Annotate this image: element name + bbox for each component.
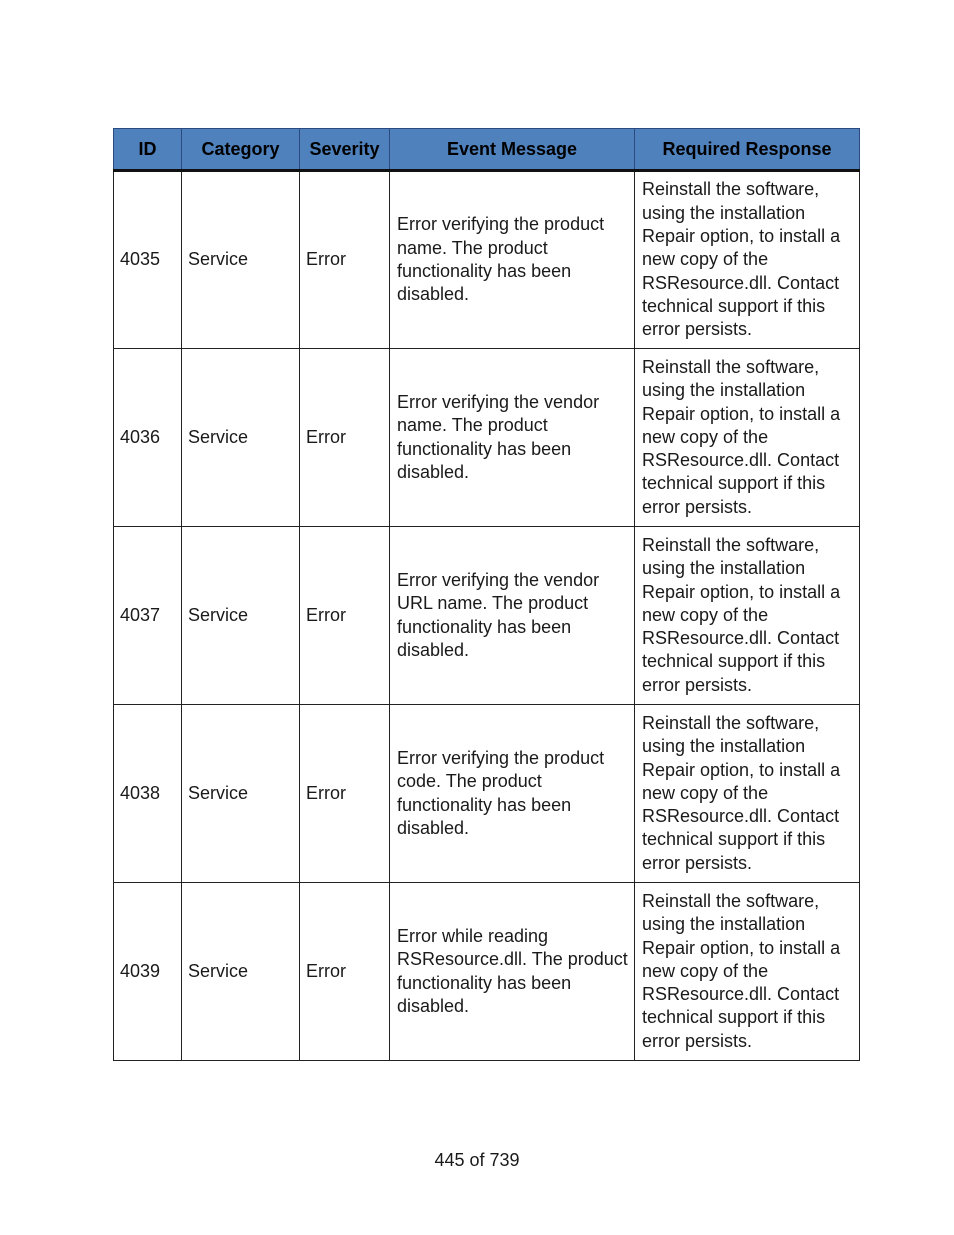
table-header [114, 129, 860, 171]
cell-severity: Error [300, 527, 390, 705]
cell-id: 4035 [114, 171, 182, 349]
cell-category: Service [182, 883, 300, 1061]
cell-category: Service [182, 171, 300, 349]
table-row [114, 883, 860, 1061]
table-row [114, 527, 860, 705]
cell-event-message: Error verifying the product code. The product functionality has been disabled. [390, 705, 635, 883]
cell-id: 4038 [114, 705, 182, 883]
cell-required-response: Reinstall the software, using the installation Repair option, to install a new copy of the RSResource.dll. Contact technical support if this error persists. [635, 883, 860, 1061]
event-table [113, 128, 860, 1061]
table-row [114, 171, 860, 349]
cell-required-response: Reinstall the software, using the installation Repair option, to install a new copy of the RSResource.dll. Contact technical support if this error persists. [635, 171, 860, 349]
table-row [114, 349, 860, 527]
header-severity: Severity [300, 129, 390, 171]
header-required-response: Required Response [635, 129, 860, 171]
header-row [114, 129, 860, 171]
cell-category: Service [182, 527, 300, 705]
cell-event-message: Error while reading RSResource.dll. The product functionality has been disabled. [390, 883, 635, 1061]
cell-severity: Error [300, 883, 390, 1061]
cell-id: 4036 [114, 349, 182, 527]
cell-severity: Error [300, 705, 390, 883]
table-row [114, 705, 860, 883]
cell-required-response: Reinstall the software, using the installation Repair option, to install a new copy of the RSResource.dll. Contact technical support if this error persists. [635, 705, 860, 883]
header-id: ID [114, 129, 182, 171]
cell-severity: Error [300, 171, 390, 349]
cell-category: Service [182, 705, 300, 883]
cell-event-message: Error verifying the vendor name. The product functionality has been disabled. [390, 349, 635, 527]
cell-severity: Error [300, 349, 390, 527]
header-event-message: Event Message [390, 129, 635, 171]
table-body [114, 171, 860, 1061]
header-category: Category [182, 129, 300, 171]
cell-event-message: Error verifying the product name. The product functionality has been disabled. [390, 171, 635, 349]
cell-id: 4039 [114, 883, 182, 1061]
cell-required-response: Reinstall the software, using the installation Repair option, to install a new copy of the RSResource.dll. Contact technical support if this error persists. [635, 527, 860, 705]
cell-required-response: Reinstall the software, using the installation Repair option, to install a new copy of the RSResource.dll. Contact technical support if this error persists. [635, 349, 860, 527]
page-number: 445 of 739 [434, 1150, 520, 1170]
cell-category: Service [182, 349, 300, 527]
cell-event-message: Error verifying the vendor URL name. The product functionality has been disabled. [390, 527, 635, 705]
cell-id: 4037 [114, 527, 182, 705]
